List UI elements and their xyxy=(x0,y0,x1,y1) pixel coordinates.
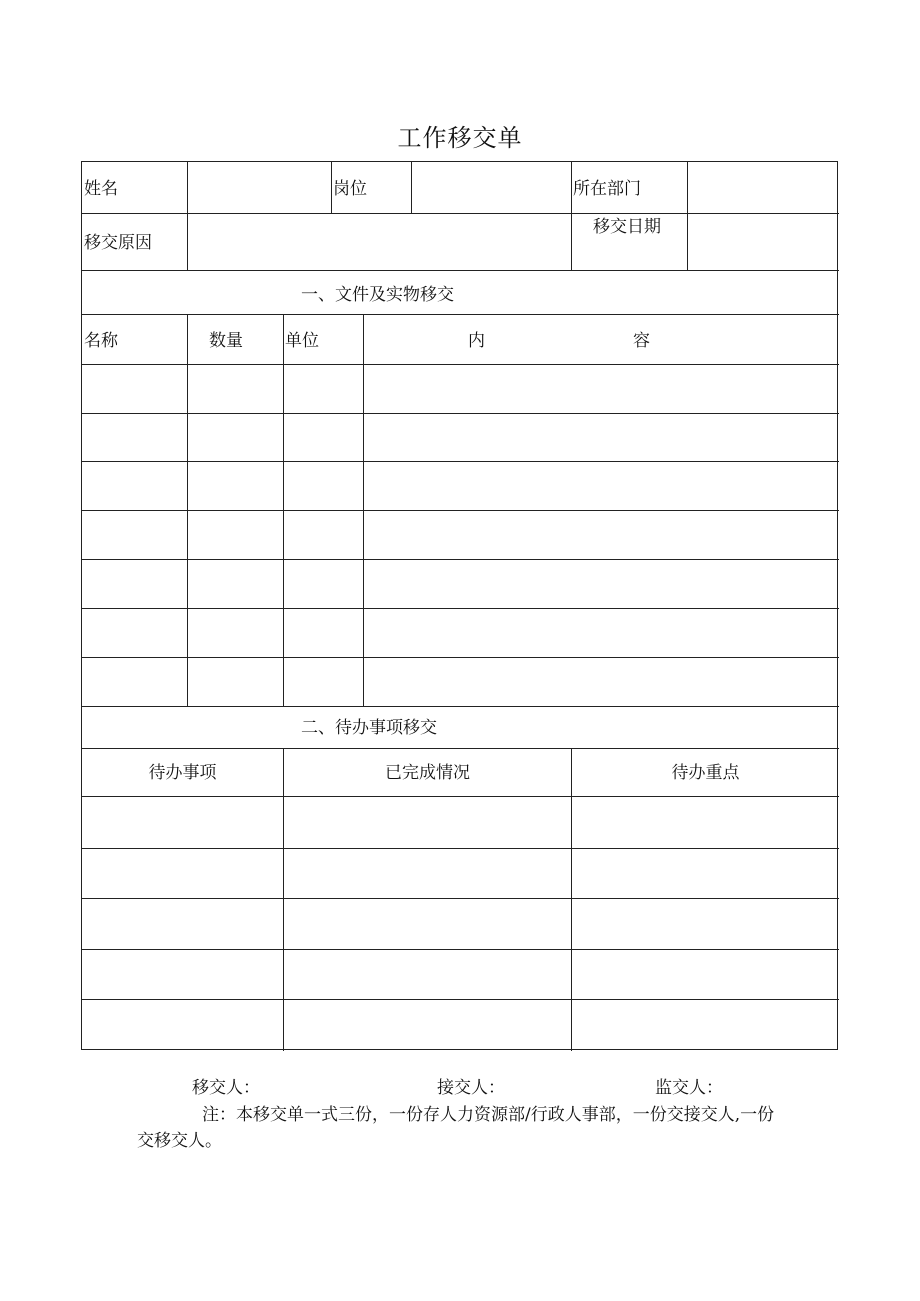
date-field[interactable] xyxy=(688,214,837,269)
handover-person-label: 移交人： xyxy=(192,1078,260,1098)
position-field[interactable] xyxy=(412,163,570,212)
name-label: 姓名 xyxy=(84,179,118,199)
handover-form-table xyxy=(81,161,838,1050)
column-header-content-1: 内 xyxy=(468,331,485,351)
note-line-2: 交移交人。 xyxy=(137,1131,222,1151)
reason-label: 移交原因 xyxy=(84,233,152,253)
note-line-1: 注：本移交单一式三份，一份存人力资源部/行政人事部，一份交接交人,一份 xyxy=(202,1105,775,1125)
column-header-quantity: 数量 xyxy=(209,331,243,351)
position-label: 岗位 xyxy=(333,179,367,199)
department-field[interactable] xyxy=(688,163,837,212)
reason-field[interactable] xyxy=(188,214,570,269)
column-header-content-2: 容 xyxy=(633,331,650,351)
date-label: 移交日期 xyxy=(593,217,661,237)
department-label: 所在部门 xyxy=(573,179,641,199)
page-title: 工作移交单 xyxy=(397,124,523,152)
receiver-person-label: 接交人： xyxy=(437,1078,505,1098)
section1-title: 一、文件及实物移交 xyxy=(301,285,454,305)
column-header-unit: 单位 xyxy=(285,331,319,351)
supervisor-person-label: 监交人： xyxy=(655,1078,723,1098)
section2-title: 二、待办事项移交 xyxy=(301,718,437,738)
column-header-pending-focus: 待办重点 xyxy=(671,763,740,783)
column-header-completed-status: 已完成情况 xyxy=(385,763,470,783)
column-header-name: 名称 xyxy=(84,331,118,351)
column-header-pending-item: 待办事项 xyxy=(148,763,217,783)
name-field[interactable] xyxy=(188,163,330,212)
